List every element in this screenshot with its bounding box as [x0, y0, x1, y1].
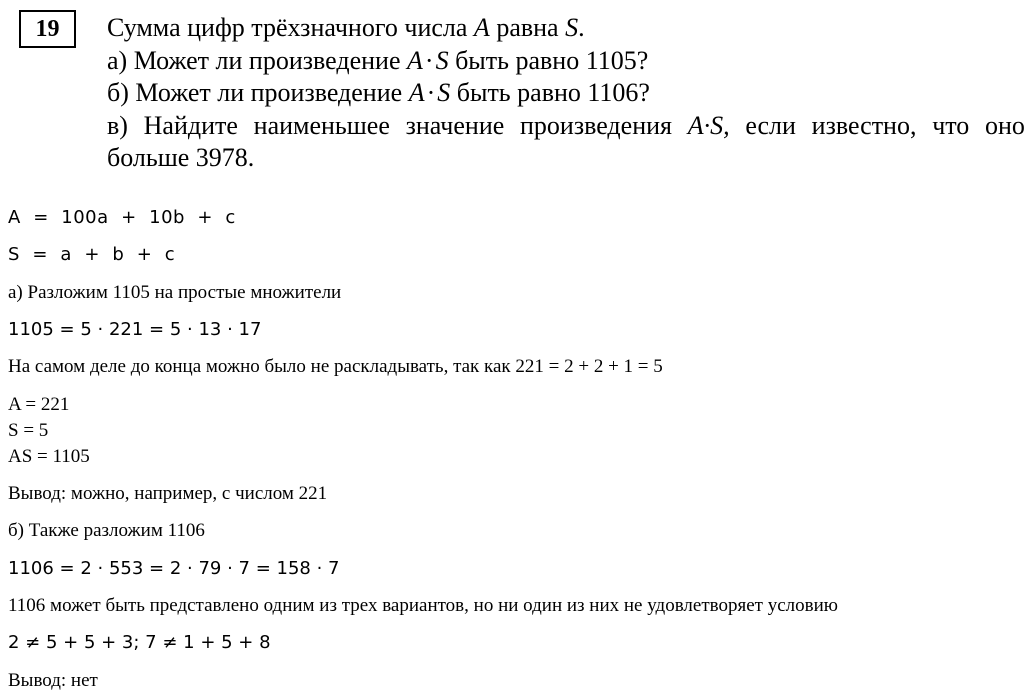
part-c-word: известно, — [811, 110, 917, 140]
part-a-A-value: A = 221 — [8, 394, 70, 415]
part-c-expr: A·S, — [687, 110, 730, 140]
def-S: S = a + b + c — [8, 244, 176, 265]
part-a-conclusion: Вывод: можно, например, с числом 221 — [8, 483, 328, 504]
part-c-word: в) — [107, 110, 128, 140]
part-a-intro: а) Разложим 1105 на простые множители — [8, 282, 342, 303]
part-b-note: 1106 может быть представлено одним из трех вариантов, но ни один из них не удовлетворяет условию — [8, 595, 838, 616]
statement-mid: равна — [489, 13, 566, 42]
part-c-word: значение — [405, 110, 505, 140]
var-S: S — [565, 13, 579, 42]
part-b-pre: б) Может ли произведение — [107, 78, 409, 107]
problem-statement — [107, 12, 1035, 175]
task-number-box — [19, 10, 76, 48]
part-a-S-value: S = 5 — [8, 420, 49, 441]
var-A: A — [473, 13, 490, 42]
part-c-question — [107, 110, 1025, 143]
part-b-intro: б) Также разложим 1106 — [8, 520, 205, 541]
part-b-var-S: S — [437, 78, 451, 107]
statement-line — [107, 12, 1035, 45]
part-a-dot: · — [424, 45, 434, 75]
part-c-word: оно — [985, 110, 1025, 140]
part-b-dot: · — [426, 78, 436, 107]
part-c-word: наименьшее — [253, 110, 390, 140]
task-number: 19 — [35, 15, 60, 42]
part-a-factorization: 1105 = 5 · 221 = 5 · 13 · 17 — [8, 319, 262, 340]
part-c-word: Найдите — [143, 110, 238, 140]
statement-end: . — [578, 13, 585, 42]
part-a-note: На самом деле до конца можно было не раскладывать, так как 221 = 2 + 2 + 1 = 5 — [8, 356, 663, 377]
part-b-conclusion: Вывод: нет — [8, 670, 98, 691]
part-c-word: произведения — [520, 110, 672, 140]
part-b-factorization: 1106 = 2 · 553 = 2 · 79 · 7 = 158 · 7 — [8, 558, 340, 579]
part-a-post: быть равно 1105? — [448, 45, 649, 75]
statement-pre: Сумма цифр трёхзначного числа — [107, 13, 474, 42]
part-b-check: 2 ≠ 5 + 5 + 3; 7 ≠ 1 + 5 + 8 — [8, 632, 271, 653]
part-b-var-A: A — [408, 78, 425, 107]
part-b-post: быть равно 1106? — [450, 78, 650, 107]
part-b-question — [107, 77, 1035, 110]
part-a-question — [107, 45, 1035, 78]
part-c-word: что — [932, 110, 970, 140]
part-c-word: если — [745, 110, 796, 140]
part-c-line2: больше 3978. — [107, 143, 255, 172]
part-a-AS-value: AS = 1105 — [8, 446, 90, 467]
part-a-pre: а) Может ли произведение — [107, 45, 407, 75]
part-a-var-A: A — [407, 45, 423, 75]
def-A: A = 100a + 10b + c — [8, 207, 236, 228]
part-a-var-S: S — [435, 45, 449, 75]
